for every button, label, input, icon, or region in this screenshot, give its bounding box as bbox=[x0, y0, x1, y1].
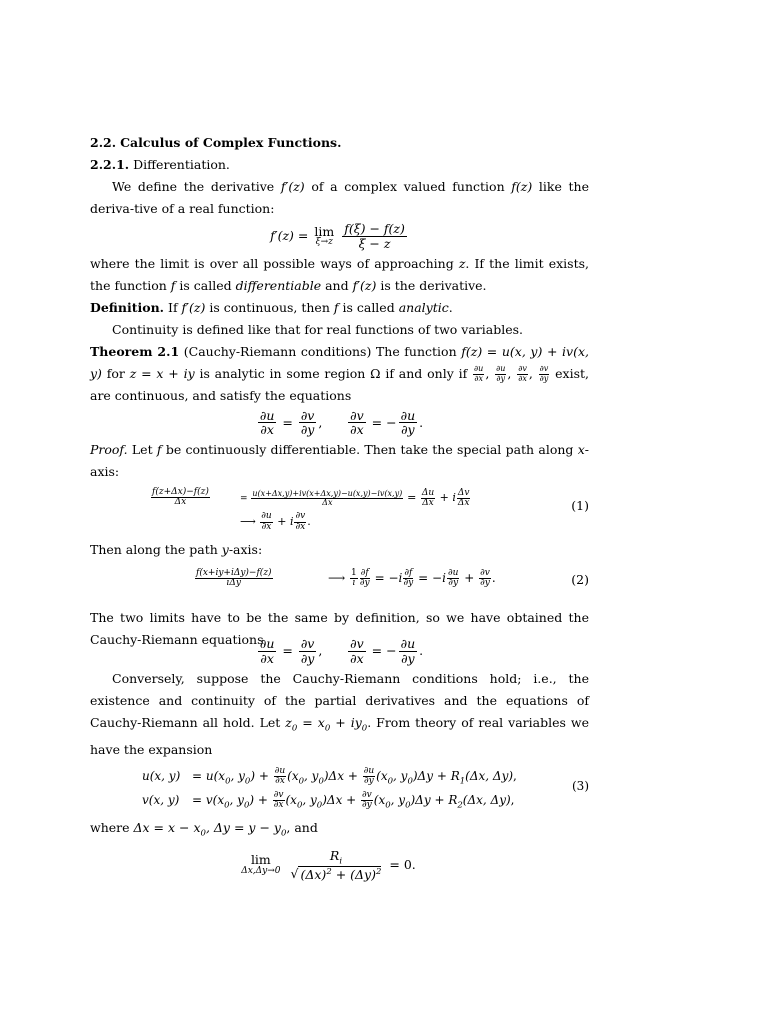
continuity-paragraph: Continuity is defined like that for real functions of two variables. bbox=[112, 321, 524, 337]
section-title: Calculus of Complex Functions. bbox=[120, 135, 342, 150]
where-paragraph: where $\Delta x = x - x_0$, $\Delta y = y - y_0$, and bbox=[90, 820, 318, 839]
remainder-limit-equation: lim Δx,Δy→0 $\frac{R_i}{√ (\Delta x)^2 + (\Delta y)^2}$ = 0. bbox=[241, 847, 416, 882]
subsection-number: 2.2.1. bbox=[90, 157, 130, 172]
path-y-paragraph: Then along the path y-axis: bbox=[90, 542, 263, 557]
limit-explanation-paragraph: where the limit is over all possible ways of approaching z. If the limit exists, the function f is called differentiable and f′(z) is the derivative. bbox=[90, 255, 589, 293]
document-page bbox=[90, 132, 589, 881]
two-limits-paragraph: The two limits have to be the same by definition, so we have obtained the Cauchy-Riemann equations bbox=[90, 610, 589, 647]
section-number: 2.2. bbox=[90, 135, 117, 150]
section-heading bbox=[90, 132, 589, 154]
cauchy-riemann-equations: $\frac{\partial u}{\partial x}$ = $\frac{\partial v}{\partial y}$ , $\frac{\partial v}{\partial x}$ = − $\frac{\partial u}{\partial y}$ . bbox=[259, 407, 424, 438]
equation-number-3: (3) bbox=[572, 779, 589, 793]
derivative-definition-equation: f′(z) = lim ξ→z $\frac{f(\xi) - f(z)}{\xi - z}$ bbox=[270, 221, 405, 251]
equation-3: u(x, y) = $u(x_0$, $y_0$) + $\frac{\partial u}{\partial x}$ ($x_0$, $y_0)\Delta x$ + $\frac{\partial u}{\partial y}$ ($x_0$, $y_0)\Delta y + R_1(\Delta x$, Δy), v(x, y) = $v(x_0$, $y_0$) + $\frac{\partial v}{\partial x}$ ($x_0$, $y_0)\Delta x$ + $\frac{\partial v}{\partial y}$ ($x_0$, $y_0)\Delta y + R_2(\Delta x$, Δy), (3) bbox=[142, 765, 589, 811]
proof-paragraph: Proof. Let f be continuously differentiable. Then take the special path along x-axis: bbox=[90, 442, 589, 479]
conversely-paragraph: Conversely, suppose the Cauchy-Riemann conditions hold; i.e., the existence and continuity of the partial derivatives and the equations of Cauchy-Riemann all hold. Let $z_0 = x_0 + iy_0$. From theory of real variables we have the expansion bbox=[90, 670, 589, 757]
equation-number-1: (1) bbox=[571, 498, 589, 513]
subsection-heading bbox=[90, 154, 589, 176]
intro-paragraph: We define the derivative f′(z) of a complex valued function f(z) like the deriva-tive of a real function: bbox=[90, 179, 590, 216]
equation-1: $\frac{f(z+\Delta x)-f(z)}{\Delta x}$ = $\frac{u(x+\Delta x,y)+iv(x+\Delta x,y)-u(x,y)-iv(x,y)}{\Delta x}$ = $\frac{\Delta u}{\Delta x}$ + i $\frac{\Delta v}{\Delta x}$ ⟶ $\frac{\partial u}{\partial x}$ + i $\frac{\partial v}{\partial x}$ . (1) bbox=[152, 486, 589, 532]
equation-2: f(x+iy+iΔy)−f(z) iΔy ⟶ $\frac{1}{i}$ $\frac{\partial f}{\partial y}$ = −i $\frac{\partial f}{\partial y}$ = −i $\frac{\partial u}{\partial y}$ + $\frac{\partial v}{\partial y}$ . (2) bbox=[90, 561, 589, 597]
theorem-paragraph: Theorem 2.1 (Cauchy-Riemann conditions) The function f(z) = u(x, y) + iv(x, y) for z = x + iy is analytic in some region Ω if and only if $\frac{\partial u}{\partial x}$ , $\frac{\partial u}{\partial y}$ , $\frac{\partial v}{\partial x}$ , $\frac{\partial v}{\partial y}$ exist, are continuous, and satisfy the equations bbox=[90, 343, 589, 403]
subsection-title: Differentiation. bbox=[133, 157, 230, 172]
cauchy-riemann-equations-2: $\frac{\partial u}{\partial x}$ = $\frac{\partial v}{\partial y}$ , $\frac{\partial v}{\partial x}$ = − $\frac{\partial u}{\partial y}$ . bbox=[259, 636, 424, 666]
definition-paragraph: Definition. If f′(z) is continuous, then f is called analytic. bbox=[90, 299, 453, 315]
equation-number-2: (2) bbox=[571, 572, 589, 587]
